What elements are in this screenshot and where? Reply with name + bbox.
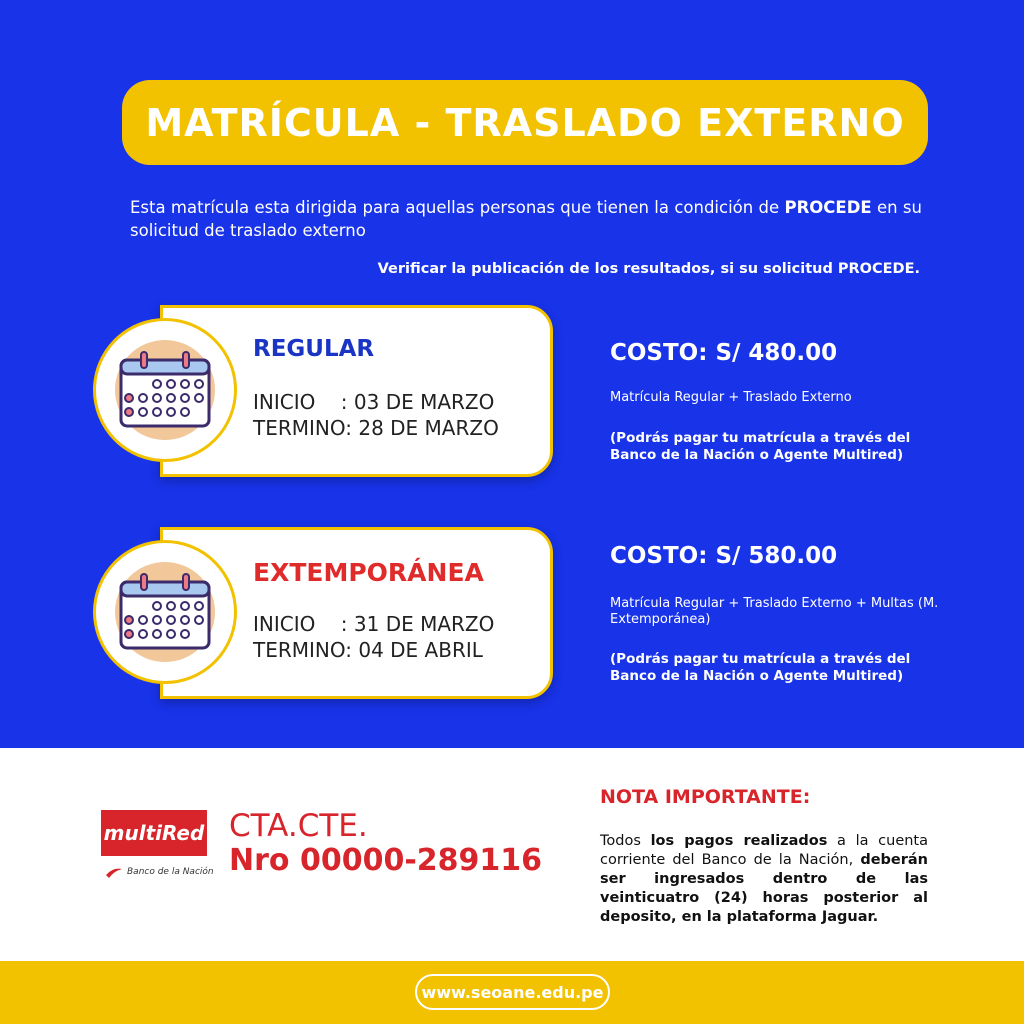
bank-swoosh-icon — [105, 865, 123, 879]
regular-title: REGULAR — [253, 336, 375, 362]
extemporanea-cost-desc: Matrícula Regular + Traslado Externo + Multas (M. Extemporánea) — [610, 596, 939, 627]
nota-body — [600, 832, 928, 927]
regular-payment-note: (Podrás pagar tu matrícula a través del Banco de la Nación o Agente Multired) — [610, 430, 911, 463]
extemporanea-inicio: INICIO : 31 DE MARZO — [253, 612, 495, 636]
banco-nacion-text: Banco de la Nación — [127, 867, 214, 877]
page-title: MATRÍCULA - TRASLADO EXTERNO — [122, 80, 928, 165]
intro-text — [130, 196, 922, 242]
extemporanea-calendar-badge — [93, 540, 237, 684]
extemporanea-cost: COSTO: S/ 580.00 — [610, 543, 838, 569]
nota-b2: deberán ser ingresados dentro de las veinticuatro (24) horas posterior al deposito, en la plataforma Jaguar. — [600, 852, 928, 925]
verify-note: Verificar la publicación de los resultados, si su solicitud PROCEDE. — [377, 261, 920, 277]
regular-termino: TERMINO: 28 DE MARZO — [253, 416, 499, 440]
regular-cost-desc: Matrícula Regular + Traslado Externo — [610, 390, 852, 405]
extemporanea-payment-note: (Podrás pagar tu matrícula a través del Banco de la Nación o Agente Multired) — [610, 651, 911, 684]
nota-p2: a la cuenta corriente del Banco de la Nación, — [600, 833, 928, 868]
nota-b1: los pagos realizados — [650, 833, 828, 849]
nota-title: NOTA IMPORTANTE: — [600, 786, 811, 808]
banco-nacion-logo — [105, 862, 215, 882]
extemporanea-termino: TERMINO: 04 DE ABRIL — [253, 638, 483, 662]
multired-logo: multiRed — [101, 810, 207, 856]
regular-calendar-badge — [93, 318, 237, 462]
intro-part1: Esta matrícula esta dirigida para aquellas personas que tienen la condición de — [130, 198, 780, 217]
intro-part2: en su solicitud de traslado externo — [130, 198, 922, 240]
nota-p1: Todos — [600, 833, 651, 849]
intro-bold: PROCEDE — [784, 198, 872, 217]
calendar-icon — [117, 572, 213, 652]
extemporanea-title: EXTEMPORÁNEA — [253, 558, 484, 587]
regular-inicio: INICIO : 03 DE MARZO — [253, 390, 495, 414]
website-link[interactable]: www.seoane.edu.pe — [415, 974, 610, 1010]
calendar-icon — [117, 350, 213, 430]
regular-cost: COSTO: S/ 480.00 — [610, 340, 838, 366]
account-label: CTA.CTE. — [229, 808, 368, 844]
account-number: Nro 00000-289116 — [229, 843, 543, 878]
